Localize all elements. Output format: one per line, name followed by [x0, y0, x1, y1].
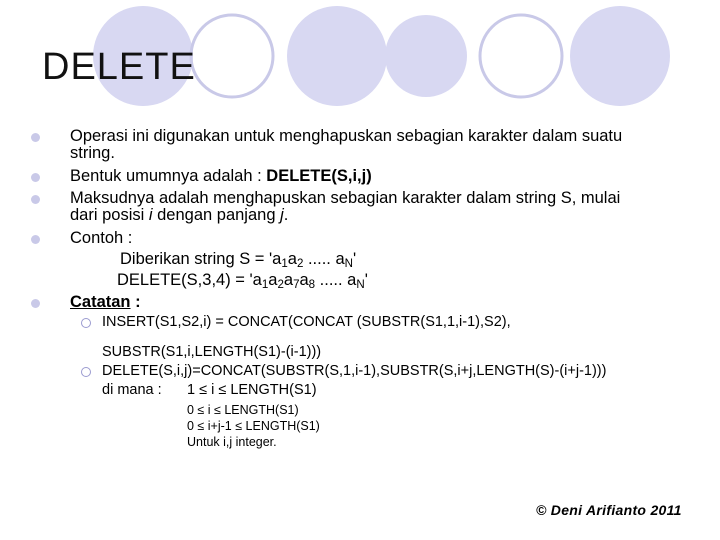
sub-bullet-ring-icon: [81, 318, 91, 328]
bullet-dot-icon: [31, 133, 40, 142]
bullet-dot-icon: [31, 299, 40, 308]
bullet-italic: i: [148, 206, 153, 224]
bullet-dot-icon: [31, 195, 40, 204]
bullet-text: string.: [70, 144, 115, 162]
example-line-1: Diberikan string $S = 'a_1a_2$ ..... $a_N'$: [120, 250, 357, 270]
bullet-dot-icon: [31, 173, 40, 182]
decor-circle: [191, 15, 273, 97]
bullet-text: Maksudnya adalah menghapuskan sebagian karakter dalam string S, mulai: [70, 189, 621, 207]
note-insert: INSERT(S1,S2,i) = CONCAT(CONCAT (SUBSTR(S1,1,i-1),S2),: [102, 314, 511, 330]
note-cond-1: 0 ≤ i ≤ LENGTH(S1): [187, 403, 299, 417]
note-cond-3: Untuk i,j integer.: [187, 435, 277, 449]
bullet-text: Contoh :: [70, 229, 133, 247]
example-line-2: DELETE(S,3,4) = '$a_1a_2a_7a_8$ ..... $a_N'$: [117, 271, 368, 291]
bullet-text: dengan panjang: [152, 206, 281, 224]
note-where-cond: 1 ≤ i ≤ LENGTH(S1): [187, 382, 317, 398]
bullet-bold-text: Catatan: [70, 293, 131, 311]
decor-circle: [570, 6, 670, 106]
sub-bullet-ring-icon: [81, 367, 91, 377]
decor-circle: [287, 6, 387, 106]
footer-copyright: © Deni Arifianto 2011: [536, 502, 682, 518]
note-delete: DELETE(S,i,j)=CONCAT(SUBSTR(S,1,i-1),SUBSTR(S,i+j,LENGTH(S)-(i+j-1))): [102, 363, 607, 379]
bullet-italic: j: [280, 206, 284, 224]
note-insert-cont: SUBSTR(S1,i,LENGTH(S1)-(i-1))): [102, 344, 322, 360]
bullet-text: Operasi ini digunakan untuk menghapuskan sebagian karakter dalam suatu: [70, 127, 623, 145]
bullet-dot-icon: [31, 235, 40, 244]
decor-circle: [480, 15, 562, 97]
bullet-text: dari posisi: [70, 206, 149, 224]
bullet-bold-text: :: [130, 293, 141, 311]
note-cond-2: 0 ≤ i+j-1 ≤ LENGTH(S1): [187, 419, 320, 433]
decor-circle: [385, 15, 467, 97]
bullet-text: Bentuk umumnya adalah :: [70, 167, 267, 185]
bullet-bold-text: DELETE(S,i,j): [266, 167, 372, 185]
note-where-label: di mana :: [102, 382, 162, 398]
slide-title: DELETE: [42, 46, 196, 88]
bullet-text: .: [283, 206, 289, 224]
